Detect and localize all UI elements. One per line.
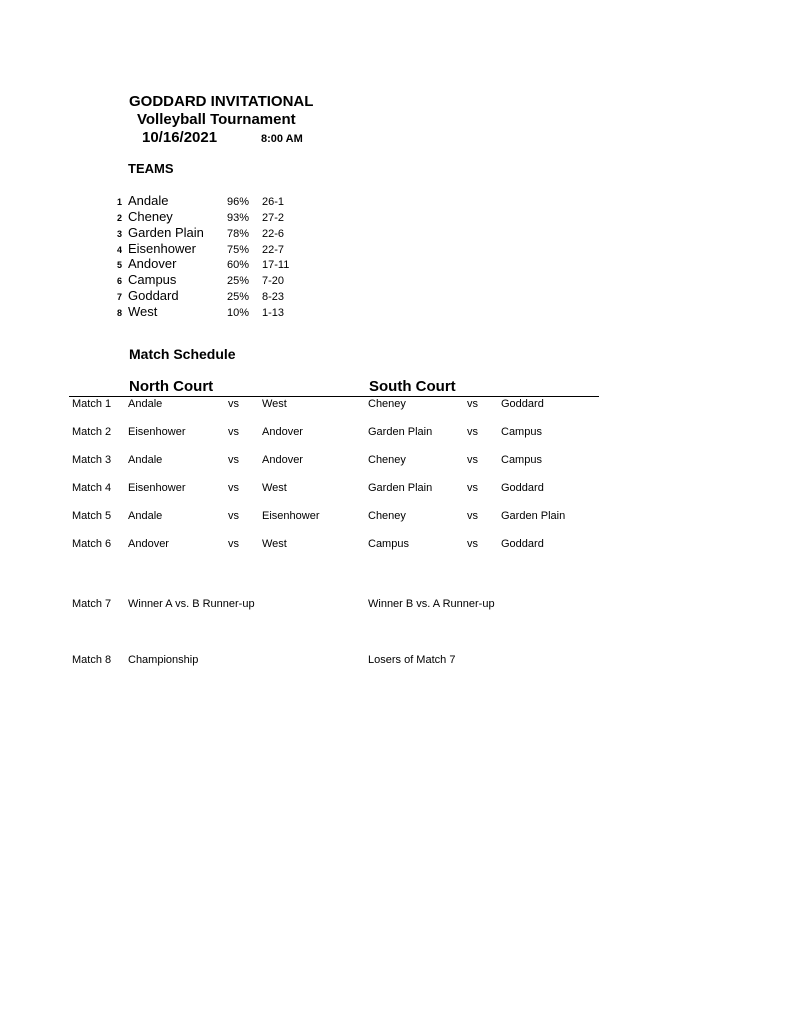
north-vs: vs: [228, 510, 239, 522]
team-row: [0, 209, 400, 225]
team-row: [0, 304, 400, 320]
team-name: West: [128, 304, 158, 319]
header-divider: [69, 396, 599, 397]
team-row: [0, 272, 400, 288]
page-title: GODDARD INVITATIONAL: [129, 93, 314, 110]
south-team-a: Garden Plain: [368, 426, 433, 438]
team-rank: 8: [117, 308, 123, 318]
tournament-time: 8:00 AM: [261, 133, 303, 145]
south-vs: vs: [467, 454, 478, 466]
south-court-heading: South Court: [369, 378, 456, 395]
south-team-a: Campus: [368, 538, 409, 550]
south-team-a: Cheney: [368, 510, 406, 522]
north-team-b: Eisenhower: [262, 510, 320, 522]
north-vs: vs: [228, 538, 239, 550]
team-win-pct: 75%: [227, 244, 250, 256]
south-team-b: Goddard: [501, 482, 544, 494]
team-rank: 6: [117, 276, 123, 286]
team-name: Campus: [128, 272, 177, 287]
north-vs: vs: [228, 454, 239, 466]
south-vs: vs: [467, 510, 478, 522]
match-label: Match 3: [72, 454, 112, 466]
team-row: [0, 288, 400, 304]
north-court-heading: North Court: [129, 378, 214, 395]
team-record: 26-1: [262, 196, 285, 208]
north-court-match: Championship: [128, 654, 199, 666]
south-team-b: Goddard: [501, 538, 544, 550]
team-name: Andale: [128, 193, 169, 208]
north-team-b: West: [262, 538, 287, 550]
south-court-match: Losers of Match 7: [368, 654, 456, 666]
team-row: [0, 241, 400, 257]
page-subtitle: Volleyball Tournament: [137, 111, 296, 128]
match-row: [0, 482, 791, 496]
match-label: Match 7: [72, 598, 112, 610]
north-team-b: West: [262, 398, 287, 410]
north-vs: vs: [228, 398, 239, 410]
final-match-row: [0, 598, 791, 612]
south-team-a: Cheney: [368, 454, 406, 466]
team-record: 17-11: [262, 259, 290, 271]
team-record: 22-7: [262, 244, 285, 256]
north-court-match: Winner A vs. B Runner-up: [128, 598, 255, 610]
team-row: [0, 256, 400, 272]
south-court-match: Winner B vs. A Runner-up: [368, 598, 495, 610]
north-team-a: Andale: [128, 454, 163, 466]
team-name: Garden Plain: [128, 225, 204, 240]
team-rank: 3: [117, 229, 123, 239]
match-label: Match 6: [72, 538, 112, 550]
south-team-b: Campus: [501, 426, 542, 438]
south-vs: vs: [467, 538, 478, 550]
north-vs: vs: [228, 426, 239, 438]
match-row: [0, 538, 791, 552]
team-rank: 1: [117, 197, 123, 207]
team-win-pct: 25%: [227, 291, 250, 303]
team-record: 27-2: [262, 212, 285, 224]
final-match-row: [0, 654, 791, 668]
tournament-date: 10/16/2021: [142, 129, 218, 146]
north-team-a: Eisenhower: [128, 426, 186, 438]
north-team-a: Andover: [128, 538, 169, 550]
team-win-pct: 96%: [227, 196, 250, 208]
south-vs: vs: [467, 482, 478, 494]
match-label: Match 5: [72, 510, 112, 522]
match-label: Match 4: [72, 482, 112, 494]
north-team-b: Andover: [262, 426, 303, 438]
team-record: 7-20: [262, 275, 285, 287]
south-vs: vs: [467, 426, 478, 438]
team-win-pct: 93%: [227, 212, 250, 224]
match-row: [0, 398, 791, 412]
match-row: [0, 510, 791, 524]
team-name: Cheney: [128, 209, 173, 224]
south-team-b: Campus: [501, 454, 542, 466]
team-name: Andover: [128, 256, 177, 271]
team-win-pct: 60%: [227, 259, 250, 271]
south-vs: vs: [467, 398, 478, 410]
team-record: 22-6: [262, 228, 285, 240]
match-row: [0, 426, 791, 440]
team-win-pct: 78%: [227, 228, 250, 240]
team-row: [0, 193, 400, 209]
team-rank: 7: [117, 292, 123, 302]
team-name: Eisenhower: [128, 241, 196, 256]
south-team-b: Goddard: [501, 398, 544, 410]
team-win-pct: 10%: [227, 307, 250, 319]
team-rank: 2: [117, 213, 123, 223]
match-schedule-heading: Match Schedule: [129, 346, 236, 362]
team-row: [0, 225, 400, 241]
north-team-b: West: [262, 482, 287, 494]
north-team-a: Eisenhower: [128, 482, 186, 494]
match-label: Match 8: [72, 654, 112, 666]
south-team-a: Cheney: [368, 398, 406, 410]
match-label: Match 2: [72, 426, 112, 438]
team-rank: 5: [117, 260, 123, 270]
team-win-pct: 25%: [227, 275, 250, 287]
match-row: [0, 454, 791, 468]
north-team-a: Andale: [128, 510, 163, 522]
team-record: 1-13: [262, 307, 285, 319]
teams-heading: TEAMS: [128, 161, 174, 176]
north-team-a: Andale: [128, 398, 163, 410]
team-record: 8-23: [262, 291, 285, 303]
north-vs: vs: [228, 482, 239, 494]
south-team-a: Garden Plain: [368, 482, 433, 494]
south-team-b: Garden Plain: [501, 510, 566, 522]
team-name: Goddard: [128, 288, 179, 303]
team-rank: 4: [117, 245, 123, 255]
match-label: Match 1: [72, 398, 112, 410]
north-team-b: Andover: [262, 454, 303, 466]
